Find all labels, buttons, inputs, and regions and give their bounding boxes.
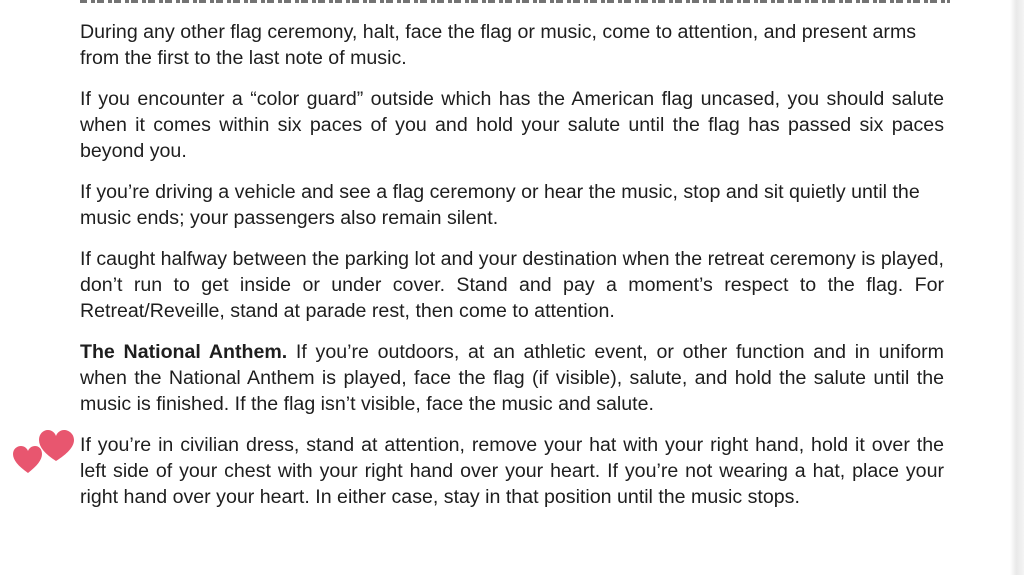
section-heading-national-anthem: The National Anthem. <box>80 341 288 363</box>
document-body <box>80 19 944 525</box>
paragraph-other-flag-ceremony: During any other flag ceremony, halt, face the flag or music, come to attention, and present arms from the first to the last note of music. <box>80 21 917 69</box>
paragraph-civilian-dress: If you’re in civilian dress, stand at attention, remove your hat with your right hand, hold it over the left side of your chest with your right hand over your heart. If you’re not wearing a hat, place your right hand over your heart. In either case, stay in that position until the music stops. <box>80 434 944 508</box>
two-hearts-icon <box>12 427 76 477</box>
paragraph-color-guard: If you encounter a “color guard” outside which has the American flag uncased, you should salute when it comes within six paces of you and hold your salute until the flag has passed six paces beyond you. <box>80 88 944 162</box>
paragraph-national-anthem <box>80 339 944 417</box>
paragraph-parking-lot: If caught halfway between the parking lot and your destination when the retreat ceremony is played, don’t run to get inside or under cover. Stand and pay a moment’s respect to the flag. For Retreat/Reveille, stand at parade rest, then come to attention. <box>80 248 944 322</box>
heart-large-icon <box>39 430 74 461</box>
national-anthem-text: If you’re outdoors, at an athletic event, or other function and in uniform when the National Anthem is played, face the flag (if visible), salute, and hold the salute until the music is finished. If the flag isn’t visible, face the music and salute. <box>80 341 944 415</box>
paragraph-driving-vehicle: If you’re driving a vehicle and see a flag ceremony or hear the music, stop and sit quietly until the music ends; your passengers also remain silent. <box>80 181 920 229</box>
page-right-edge <box>1010 0 1024 575</box>
heart-small-icon <box>13 446 42 473</box>
cut-off-previous-line <box>80 0 950 6</box>
